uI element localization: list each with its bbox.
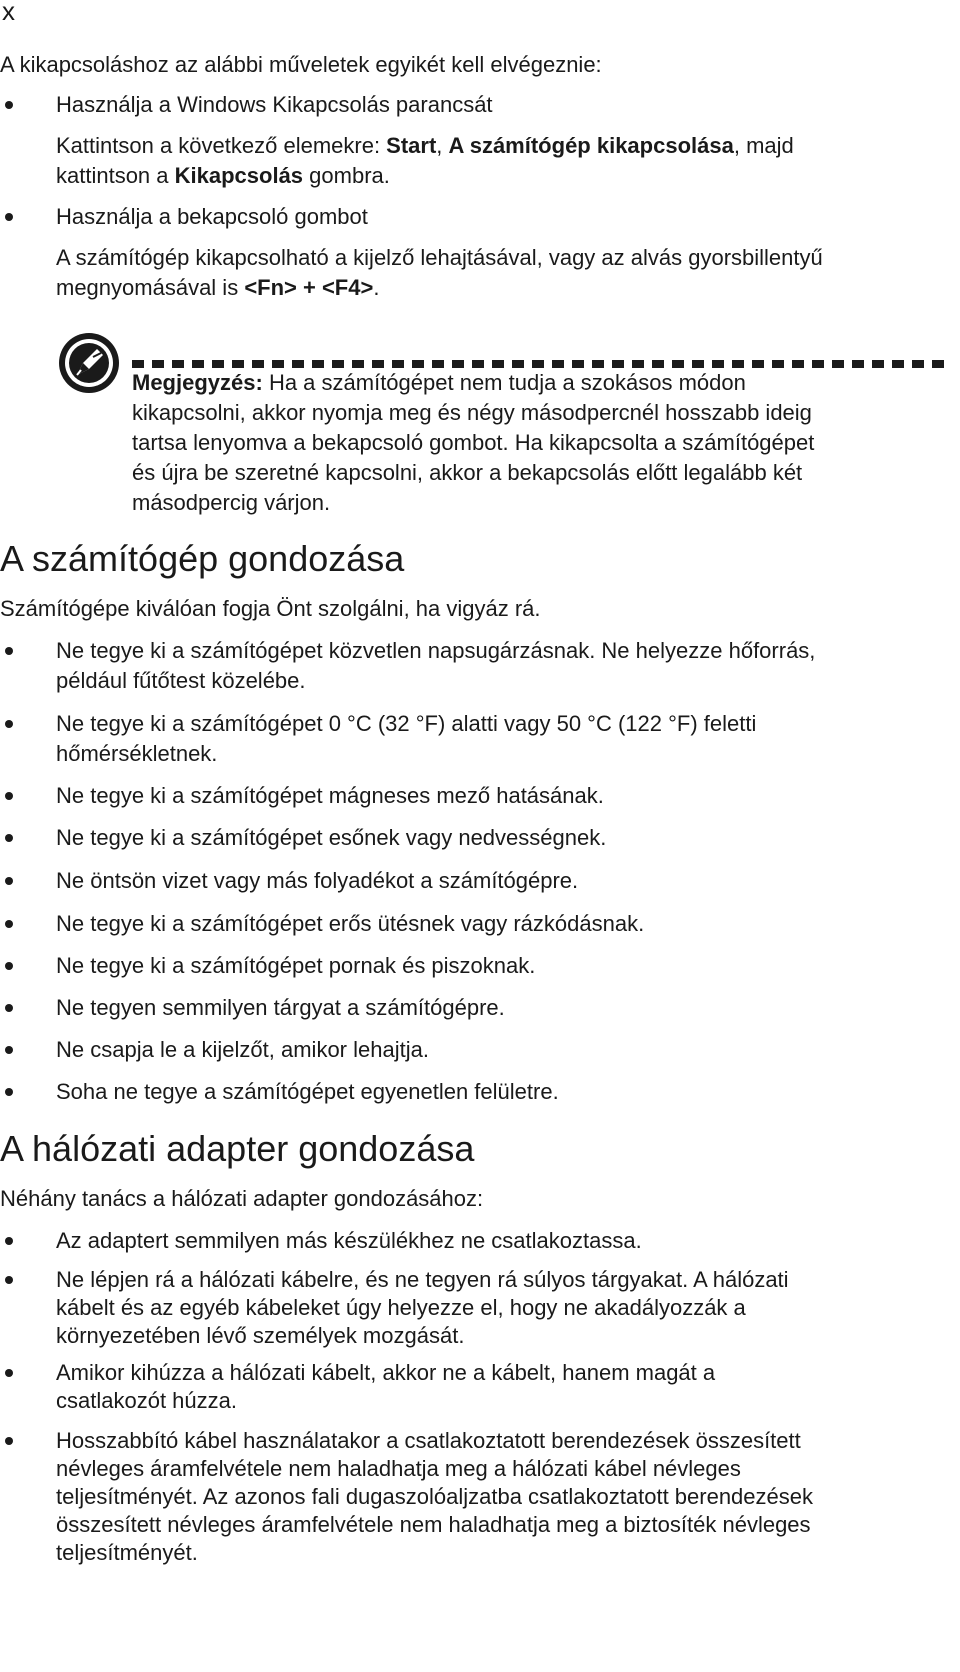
care-item-line: Ne tegye ki a számítógépet közvetlen napsugárzásnak. Ne helyezze hőforrás, bbox=[56, 638, 816, 663]
note-pen-icon bbox=[56, 330, 122, 396]
care-intro: Számítógépe kiválóan fogja Önt szolgálni, ha vigyáz rá. bbox=[0, 596, 541, 621]
care-item-line: például fűtőtest közelébe. bbox=[56, 668, 306, 693]
text-span: Kattintson a következő elemekre: bbox=[56, 133, 387, 158]
bullet-dot bbox=[5, 647, 13, 655]
text-span: , bbox=[436, 133, 449, 158]
bullet-dot bbox=[5, 834, 13, 842]
bullet-dot bbox=[5, 1369, 13, 1377]
shutdown-power-instruction: A számítógép kikapcsolható a kijelző lehajtásával, vagy az alvás gyorsbillentyű bbox=[56, 245, 823, 270]
bullet-dot bbox=[5, 1046, 13, 1054]
shutdown-power-instruction-cont bbox=[56, 273, 379, 303]
bullet-dot bbox=[5, 1088, 13, 1096]
text-span: Ha a számítógépet nem tudja a szokásos módon bbox=[262, 370, 746, 395]
start-term: Start bbox=[386, 133, 437, 158]
bullet-dot bbox=[5, 1276, 13, 1284]
note-line: és újra be szeretné kapcsolni, akkor a bekapcsolás előtt legalább két bbox=[132, 460, 803, 485]
adapter-item-line: csatlakozót húzza. bbox=[56, 1388, 237, 1413]
care-item-line: Ne csapja le a kijelzőt, amikor lehajtja. bbox=[56, 1037, 429, 1062]
text-span: kattintson a bbox=[56, 163, 175, 188]
adapter-item-line: összesített névleges áramfelvétele nem haladhatja meg a biztosíték névleges bbox=[56, 1512, 811, 1537]
adapter-item-line: teljesítményét. bbox=[56, 1540, 198, 1565]
kikapcsolas-term: Kikapcsolás bbox=[174, 163, 304, 188]
care-item-line: Ne tegye ki a számítógépet pornak és piszoknak. bbox=[56, 953, 536, 978]
bullet-dot bbox=[5, 1004, 13, 1012]
care-item-line: Ne tegye ki a számítógépet 0 °C (32 °F) alatti vagy 50 °C (122 °F) feletti bbox=[56, 711, 757, 736]
adapter-item-line: Az adaptert semmilyen más készülékhez ne csatlakoztassa. bbox=[56, 1228, 642, 1253]
adapter-item-line: Amikor kihúzza a hálózati kábelt, akkor ne a kábelt, hanem magát a bbox=[56, 1360, 716, 1385]
bullet-dot bbox=[5, 920, 13, 928]
care-item-line: Soha ne tegye a számítógépet egyenetlen felületre. bbox=[56, 1079, 559, 1104]
care-item-line: hőmérsékletnek. bbox=[56, 741, 218, 766]
care-item-line: Ne tegye ki a számítógépet erős ütésnek vagy rázkódásnak. bbox=[56, 911, 645, 936]
adapter-item-line: Ne lépjen rá a hálózati kábelre, és ne tegyen rá súlyos tárgyakat. A hálózati bbox=[56, 1267, 789, 1292]
page-mark: x bbox=[2, 0, 15, 26]
text-span: . bbox=[373, 275, 380, 300]
adapter-item-line: Hosszabbító kábel használatakor a csatlakoztatott berendezések összesített bbox=[56, 1428, 801, 1453]
care-item-line: Ne tegye ki a számítógépet mágneses mező hatásának. bbox=[56, 783, 604, 808]
care-item-line: Ne tegyen semmilyen tárgyat a számítógépre. bbox=[56, 995, 505, 1020]
note-line bbox=[132, 368, 746, 398]
shutdown-windows-instruction bbox=[56, 131, 794, 161]
intro-text: A kikapcsoláshoz az alábbi műveletek egyikét kell elvégeznie: bbox=[0, 52, 602, 77]
note-line: kikapcsolni, akkor nyomja meg és négy másodpercnél hosszabb ideig bbox=[132, 400, 812, 425]
bullet-dot bbox=[5, 1237, 13, 1245]
care-item-line: Ne tegye ki a számítógépet esőnek vagy nedvességnek. bbox=[56, 825, 607, 850]
shutdown-option-windows: Használja a Windows Kikapcsolás parancsát bbox=[56, 92, 493, 117]
adapter-item-line: teljesítményét. Az azonos fali dugaszolóaljzatba csatlakoztatott berendezések bbox=[56, 1484, 814, 1509]
text-span: gombra. bbox=[303, 163, 390, 188]
note-line: másodpercig várjon. bbox=[132, 490, 331, 515]
text-span: megnyomásával is bbox=[56, 275, 245, 300]
text-span: , majd bbox=[733, 133, 794, 158]
bullet-dot bbox=[5, 101, 13, 109]
adapter-item-line: névleges áramfelvétele nem haladhatja meg a hálózati kábel névleges bbox=[56, 1456, 741, 1481]
adapter-item-line: környezetében lévő személyek mozgását. bbox=[56, 1323, 465, 1348]
shutdown-option-power-button: Használja a bekapcsoló gombot bbox=[56, 204, 368, 229]
bullet-dot bbox=[5, 962, 13, 970]
bullet-dot bbox=[5, 792, 13, 800]
bullet-dot bbox=[5, 1437, 13, 1445]
note-line: tartsa lenyomva a bekapcsoló gombot. Ha kikapcsolta a számítógépet bbox=[132, 430, 815, 455]
adapter-intro: Néhány tanács a hálózati adapter gondozásához: bbox=[0, 1186, 484, 1211]
shutdown-windows-instruction-cont bbox=[56, 161, 390, 191]
hotkey-term: <Fn> + <F4> bbox=[244, 275, 374, 300]
shutdown-term: A számítógép kikapcsolása bbox=[448, 133, 734, 158]
section-heading-adapter: A hálózati adapter gondozása bbox=[0, 1128, 475, 1169]
care-item-line: Ne öntsön vizet vagy más folyadékot a számítógépre. bbox=[56, 868, 579, 893]
bullet-dot bbox=[5, 213, 13, 221]
section-heading-care: A számítógép gondozása bbox=[0, 538, 405, 579]
note-label: Megjegyzés: bbox=[132, 370, 263, 395]
adapter-item-line: kábelt és az egyéb kábeleket úgy helyezze el, hogy ne akadályozzák a bbox=[56, 1295, 746, 1320]
bullet-dot bbox=[5, 720, 13, 728]
note-divider bbox=[132, 360, 950, 368]
bullet-dot bbox=[5, 877, 13, 885]
